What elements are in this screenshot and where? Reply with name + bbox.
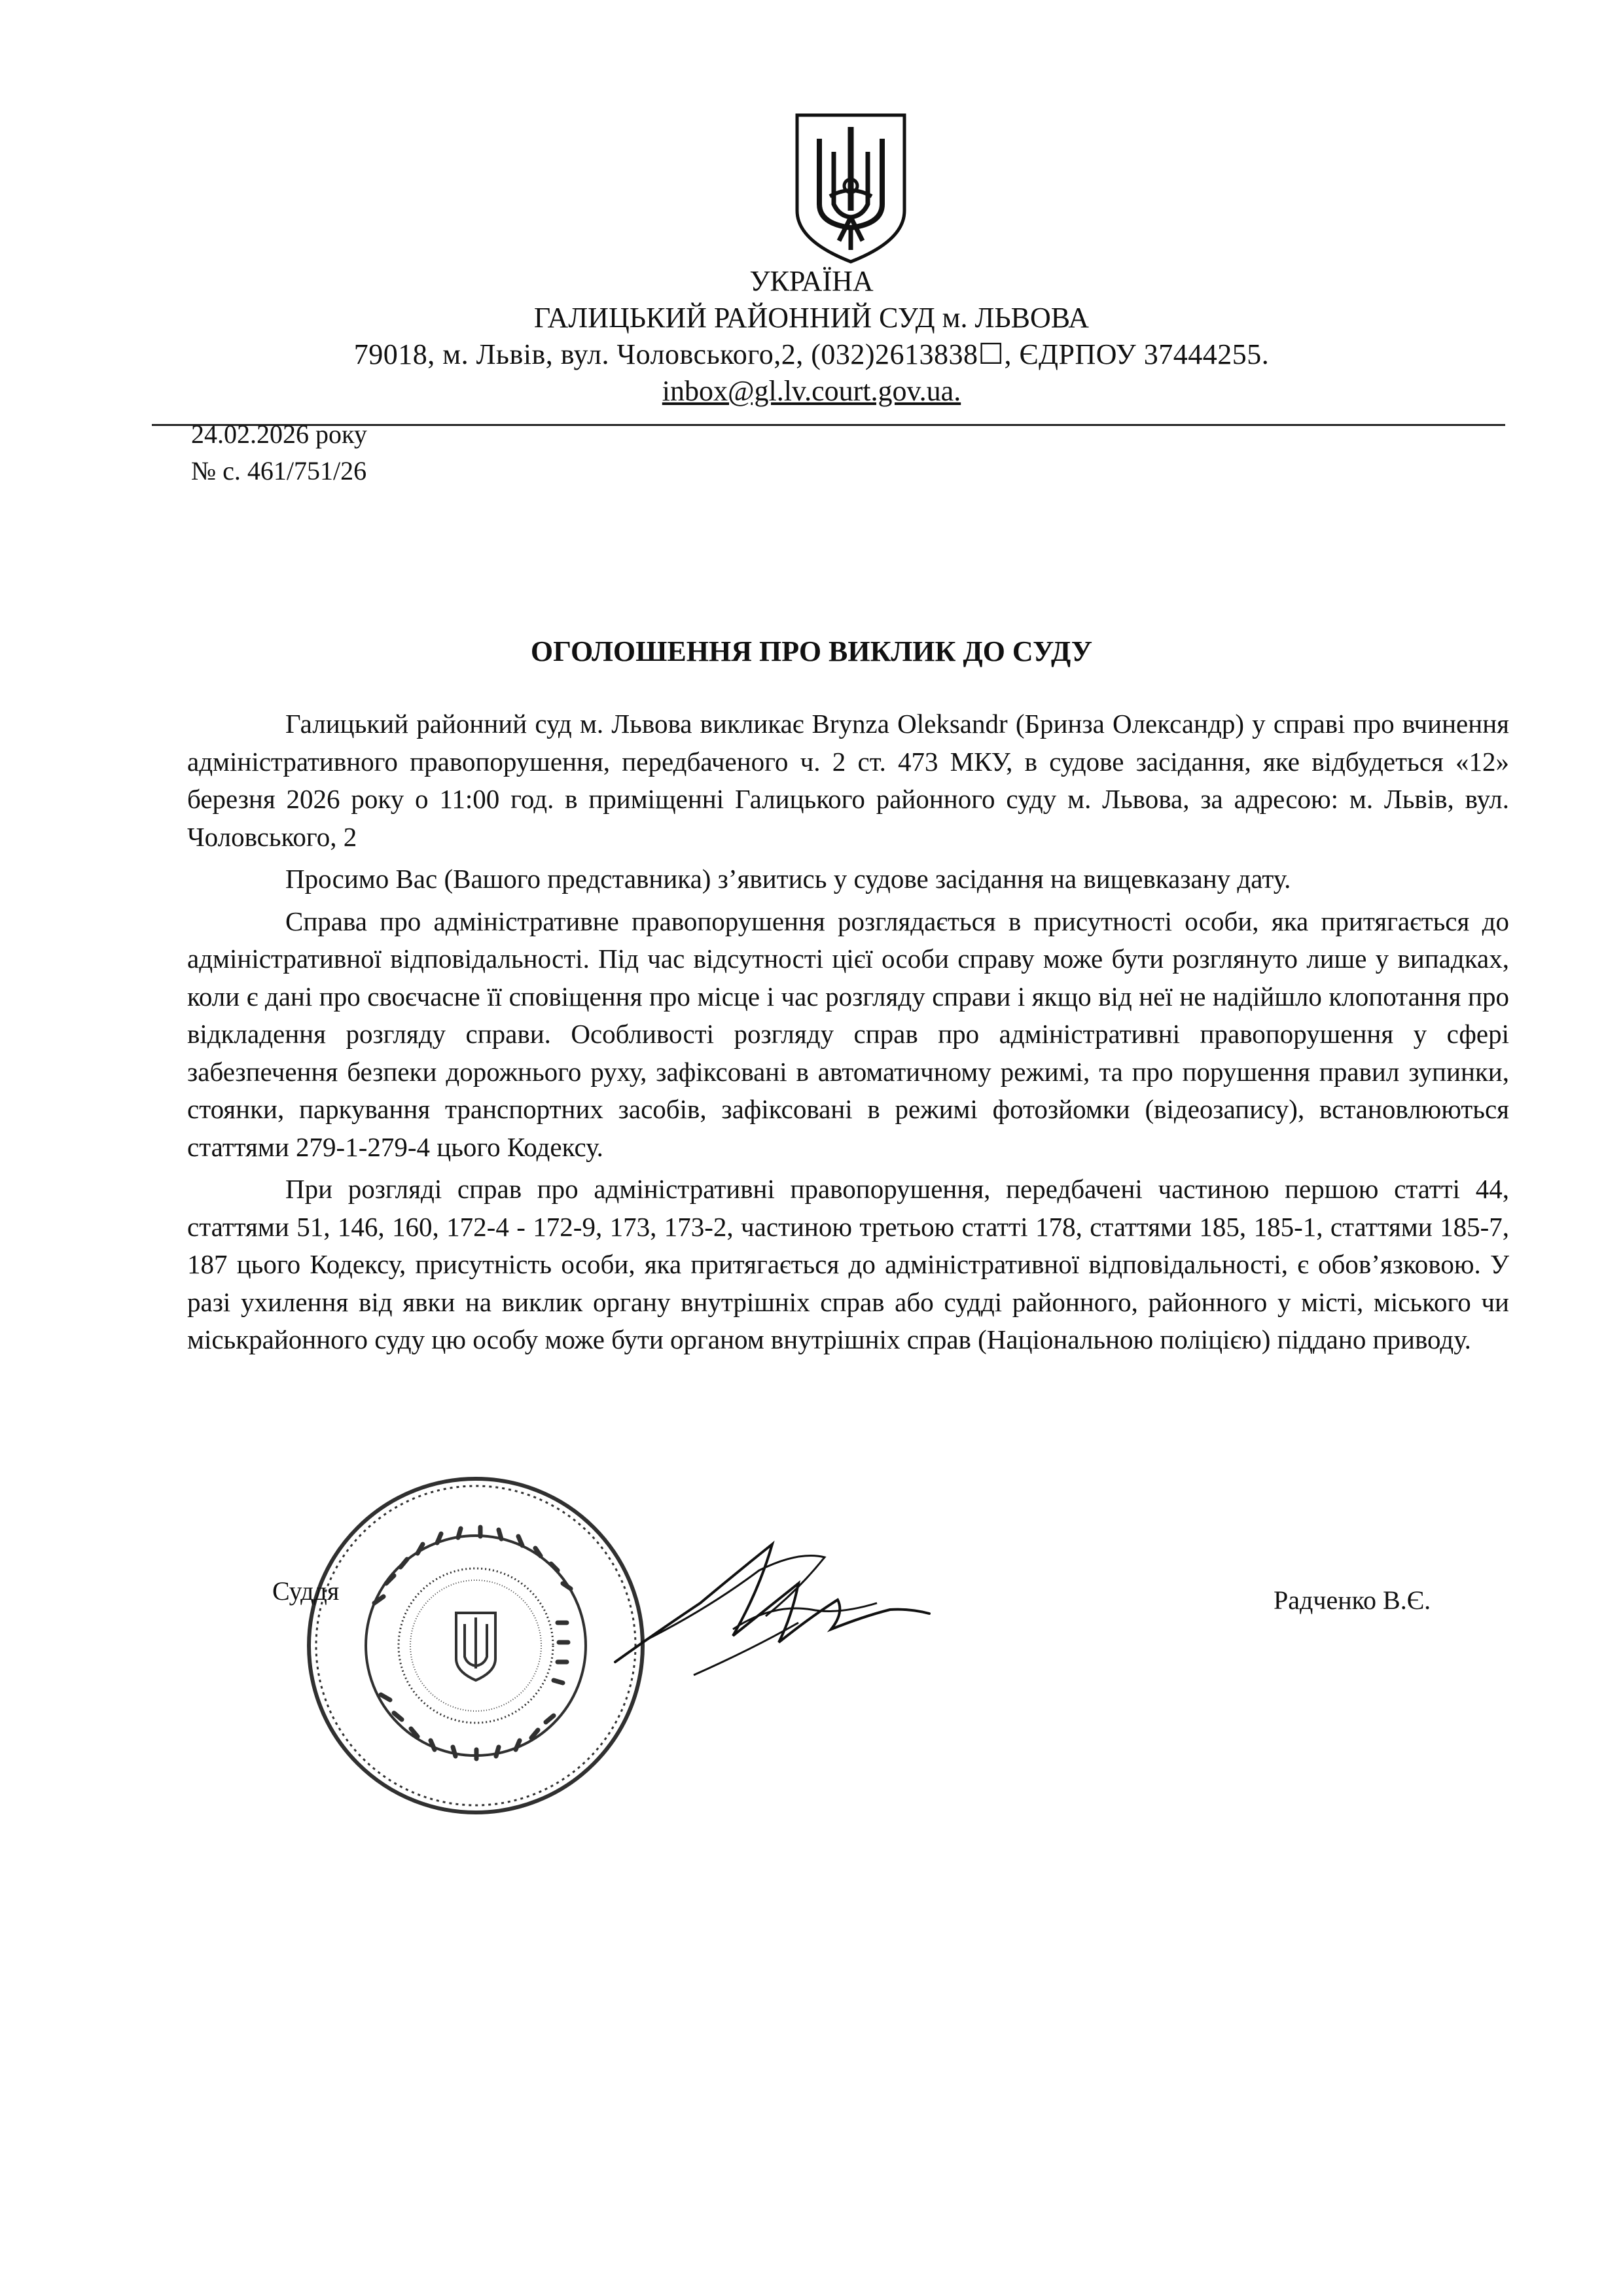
court-seal-icon — [302, 1472, 649, 1819]
paragraph-summons: Галицький районний суд м. Львова викликає Brynza Oleksandr (Бринза Олександр) у справі про вчинення адміністративного правопорушення, передбаченого ч. 2 ст. 473 МКУ, в судове засідання, яке відбудеться «12» березня 2026 року о 11:00 год. в приміщенні Галицького районного суду м. Львова, за адресою: м. Львів, вул. Чоловського, 2 — [187, 709, 1509, 852]
country-name: УКРАЇНА — [749, 265, 874, 297]
court-name: ГАЛИЦЬКИЙ РАЙОННИЙ СУД м. ЛЬВОВА — [533, 302, 1090, 334]
paragraph-mandatory-presence: При розгляді справ про адміністративні правопорушення, передбачені частиною першою статті 44, статтями 51, 146, 160, 172-4 - 172-9, 173, 173-2, частиною третьою статті 178, статтями 185, 185-1, статтями 185-7, 187 цього Кодексу, присутність особи, яка притягається до адміністративної відповідальності, є обов’язковою. У разі ухилення від явки на виклик органу внутрішніх справ або судді районного, районного у місті, міського чи міськрайонного суду цю особу може бути органом внутрішніх справ (Національною поліцією) піддано приводу. — [187, 1174, 1509, 1354]
case-number: № с. 461/751/26 — [191, 456, 367, 486]
paragraph-request: Просимо Вас (Вашого представника) з’явитись у судове засідання на вищевказану дату. — [285, 864, 1291, 894]
court-email[interactable]: inbox@gl.lv.court.gov.ua. — [662, 375, 961, 407]
court-address: 79018, м. Львів, вул. Чоловського,2, (032)2613838☐, ЄДРПОУ 37444255. — [353, 338, 1270, 370]
document-date: 24.02.2026 року — [191, 419, 367, 449]
handwritten-signature-icon — [602, 1531, 942, 1682]
document-title: ОГОЛОШЕННЯ ПРО ВИКЛИК ДО СУДУ — [530, 635, 1093, 667]
judge-label: Суддя — [272, 1576, 340, 1606]
paragraph-presence-rules: Справа про адміністративне правопорушення розглядається в присутності особи, яка притягається до адміністративної відповідальності. Під час відсутності цієї особи справу може бути розглянуто лише у випадках, коли є дані про своєчасне її сповіщення про місце і час розгляду справи і якщо від неї не надійшло клопотання про відкладення розгляду справи. Особливості розгляду справ про адміністративні правопорушення у сфері забезпечення безпеки дорожнього руху, зафіксовані в автоматичному режимі, та про порушення правил зупинки, стоянки, паркування транспортних засобів, зафіксовані в режимі фотозйомки (відеозапису), встановлюються статтями 279-1-279-4 цього Кодексу. — [187, 906, 1509, 1162]
judge-name: Радченко В.Є. — [1274, 1585, 1431, 1615]
coat-of-arms-icon — [793, 113, 908, 264]
document-body — [187, 705, 1509, 1364]
